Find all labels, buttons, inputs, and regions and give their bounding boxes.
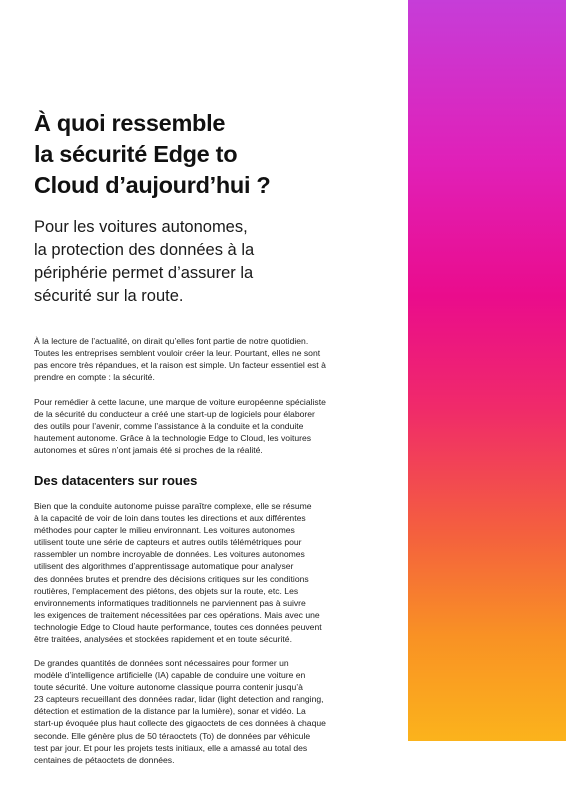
- text-line: seconde. Elle génère plus de 50 téraoctets (To) de données par véhicule: [34, 730, 311, 741]
- text-line: prendre en compte : la sécurité.: [34, 372, 155, 383]
- decorative-gradient-bar: [408, 0, 566, 741]
- text-line: de la sécurité du conducteur a créé une start-up de logiciels pour élaborer: [34, 409, 315, 420]
- intro-paragraph-1: [34, 335, 334, 383]
- text-line: Pour remédier à cette lacune, une marque de voiture européenne spécialiste: [34, 397, 326, 407]
- text-line: technologie Edge to Cloud haute performance, toutes ces données peuvent: [34, 621, 322, 632]
- text-line: à la capacité de voir de loin dans toutes les directions et aux différentes: [34, 513, 306, 524]
- text-line: utilisent toute une série de capteurs et autres outils télémétriques pour: [34, 537, 302, 548]
- subtitle-line: la protection des données à la: [34, 241, 255, 259]
- text-line: environnements informatiques traditionnels ne parviennent pas à suivre: [34, 597, 306, 608]
- text-line: être traitées, analysées et stockées rapidement et en toute sécurité.: [34, 634, 292, 645]
- text-line: les exigences de traitement nécessitées par ces opérations. Mais avec une: [34, 609, 320, 620]
- page-title: [34, 108, 334, 201]
- title-line: la sécurité Edge to: [34, 141, 238, 167]
- text-line: test par jour. Et pour les projets tests initiaux, elle a amassé au total des: [34, 742, 308, 753]
- text-line: détection et estimation de la distance par la lumière), sonar et vidéo. La: [34, 706, 306, 717]
- text-line: rassembler un nombre incroyable de données. Les voitures autonomes: [34, 549, 305, 560]
- subtitle-line: sécurité sur la route.: [34, 287, 184, 305]
- text-line: À la lecture de l’actualité, on dirait qu’elles font partie de notre quotidien.: [34, 336, 309, 346]
- text-line: centaines de pétaoctets de données.: [34, 754, 175, 765]
- text-line: utilisent des algorithmes d’apprentissage automatique pour analyser: [34, 561, 294, 572]
- subtitle-line: périphérie permet d’assurer la: [34, 264, 254, 282]
- subtitle-line: Pour les voitures autonomes,: [34, 218, 248, 236]
- intro-paragraph-2: [34, 396, 334, 456]
- text-line: Toutes les entreprises semblent vouloir créer la leur. Pourtant, elles ne sont: [34, 348, 321, 359]
- text-line: méthodes pour capter le milieu environnant. Les voitures autonomes: [34, 525, 295, 536]
- text-line: pas encore très répandues, et la raison est simple. Un facteur essentiel est à: [34, 360, 326, 371]
- text-line: De grandes quantités de données sont nécessaires pour former un: [34, 658, 289, 668]
- text-line: modèle d’intelligence artificielle (IA) capable de conduire une voiture en: [34, 670, 306, 681]
- text-line: des outils pour l’avenir, comme l’assistance à la conduite et la conduite: [34, 421, 304, 432]
- text-line: start-up évoquée plus haut collecte des gigaoctets de ces données à chaque: [34, 718, 326, 729]
- text-line: hautement autonome. Grâce à la technologie Edge to Cloud, les voitures: [34, 433, 312, 444]
- section-heading: Des datacenters sur roues: [34, 473, 198, 488]
- text-line: des données brutes et prendre des décisions critiques sur les conditions: [34, 573, 309, 584]
- section-paragraph-2: [34, 657, 334, 766]
- title-line: Cloud d’aujourd’hui ?: [34, 172, 271, 198]
- text-line: autonomes et sûres n’ont jamais été si proches de la réalité.: [34, 445, 263, 456]
- page-subtitle: [34, 216, 334, 308]
- text-line: routières, l’emplacement des piétons, des objets sur la route, etc. Les: [34, 585, 299, 596]
- text-line: toute sécurité. Une voiture autonome classique pourra contenir jusqu’à: [34, 682, 303, 693]
- text-line: Bien que la conduite autonome puisse paraître complexe, elle se résume: [34, 501, 312, 511]
- text-line: 23 capteurs recueillant des données radar, lidar (light detection and ranging,: [34, 694, 324, 705]
- section-paragraph-1: [34, 500, 334, 645]
- title-line: À quoi ressemble: [34, 110, 226, 136]
